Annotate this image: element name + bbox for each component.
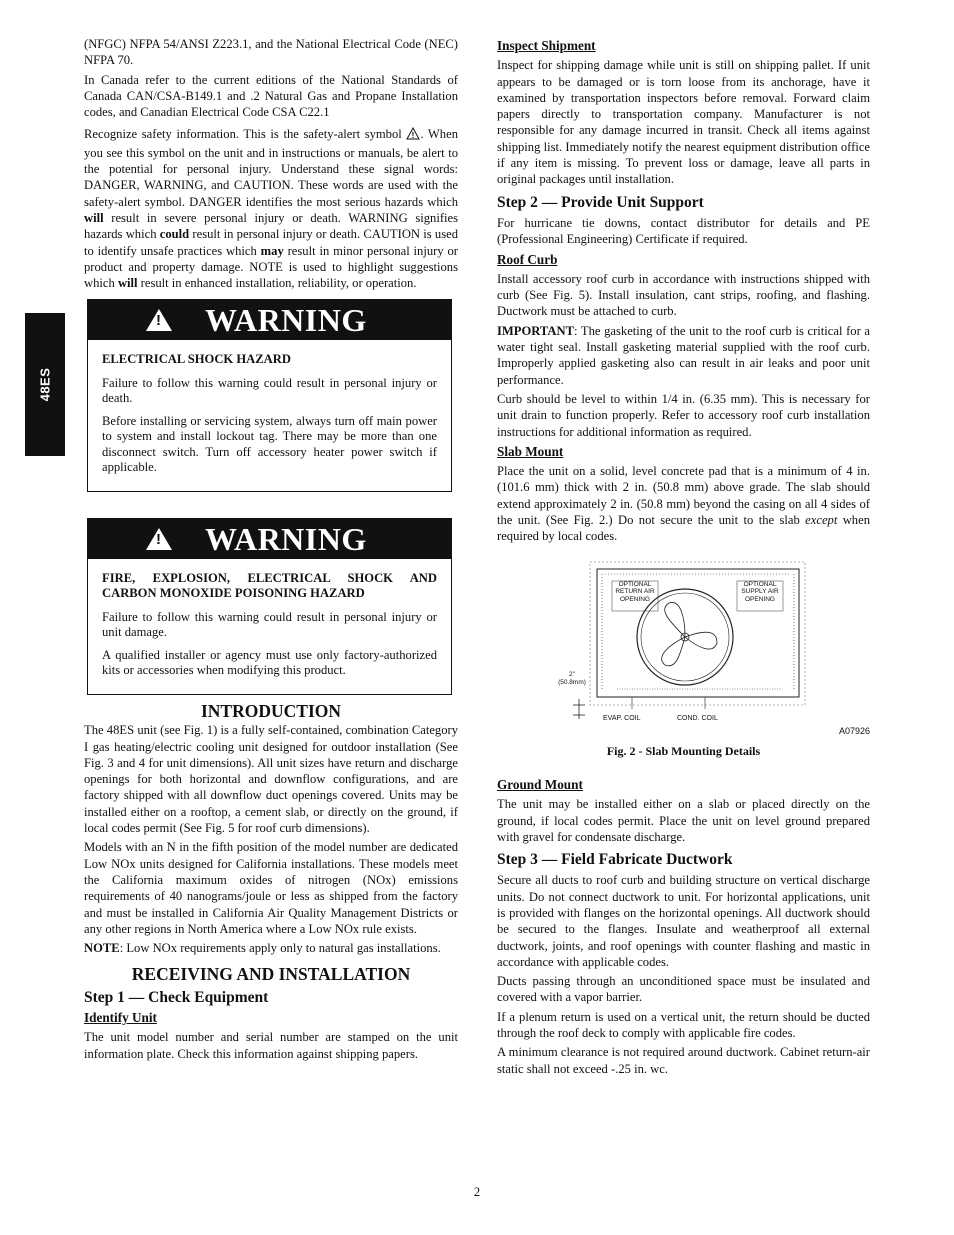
intro-paragraph: The 48ES unit (see Fig. 1) is a fully self-contained, combination Category I gas heating/electric cooling unit designed for outdoor installation (See Fig. 3 and 4 for unit dimensions). All unit sizes have return and discharge openings for both horizontal and downflow configurations, and are factory shipped with all downflow duct openings covered. Units may be installed either on a rooftop, a cement slab, or directly on the ground, if local codes permit (See Fig. 5 for roof curb dimensions). [84,723,458,836]
warning-body [88,559,451,694]
hazard-title: ELECTRICAL SHOCK HAZARD [102,352,291,367]
svg-text:!: ! [412,131,415,141]
step3-paragraph: If a plenum return is used on a vertical unit, the return should be ducted through the roof deck to comply with applicable fire codes. [497,1009,870,1041]
warning-body [88,340,451,491]
dimension-label: 2" (50.8mm) [558,670,586,686]
step3-paragraph: Secure all ducts to roof curb and building structure on vertical discharge units. Do not connect ductwork to unit. For horizontal applications, unit is provided with flanges on the horizontal openings. All ductwork should be secured to the flanges. Insulate and weatherproof all external ductwork, joints, and roof openings with counter flashing and mastic in accordance with applicable codes. [497,873,870,969]
warning-header [88,519,451,559]
paragraph-canada: In Canada refer to the current editions of the National Standards of Canada CAN/CSA-B149.1 and .2 Natural Gas and Propane Installation codes, and Canadian Electrical Code CSA C22.1 [84,72,458,120]
warning-title: WARNING [205,302,367,339]
figure-code: A07926 [838,725,870,736]
receiving-heading: RECEIVING AND INSTALLATION [131,964,411,985]
note-paragraph: NOTE: Low NOx requirements apply only to natural gas installations. [84,941,441,956]
warning-text: Failure to follow this warning could result in personal injury or death. [102,375,437,406]
step2-paragraph: For hurricane tie downs, contact distributor for details and PE (Professional Engineering) Certificate if required. [497,215,870,247]
introduction-heading: INTRODUCTION [200,700,342,721]
step3-paragraph: Ducts passing through an unconditioned space must be insulated and covered with a vapor barrier. [497,974,870,1005]
side-tab-label: 48ES [37,367,53,402]
page-number: 2 [473,1185,481,1199]
step1-heading: Step 1 — Check Equipment [84,988,269,1006]
right-column [497,36,870,1080]
label-return: OPTIONAL RETURN AIR OPENING [615,580,655,603]
slab-mounting-figure [557,559,837,731]
left-column [84,36,458,1065]
warning-title: WARNING [205,520,367,557]
label-cond-coil: COND. COIL [677,714,718,722]
warning-triangle-icon [146,528,172,550]
label-supply: OPTIONAL SUPPLY AIR OPENING [741,580,779,603]
paragraph-codes: (NFGC) NFPA 54/ANSI Z223.1, and the National Electrical Code (NEC) NFPA 70. [84,37,458,68]
roof-curb-paragraph: Curb should be level to within 1/4 in. (6.35 mm). This is necessary for unit drain to function properly. Refer to accessory roof curb installation instructions for additional information as required. [497,391,870,439]
inspect-shipment-heading: Inspect Shipment [497,38,596,53]
roof-curb-heading: Roof Curb [497,251,558,267]
identify-unit-heading: Identify Unit [84,1010,157,1025]
ground-paragraph: The unit may be installed either on a slab or placed directly on the ground, if local codes permit. Place the unit on level ground prepared with gravel for condensate discharge. [497,797,870,844]
warning-header [88,300,451,340]
slab-paragraph: Place the unit on a solid, level concrete pad that is a minimum of 4 in. (101.6 mm) thick with 2 in. (50.8 mm) above grade. The slab should extend approximately 2 in. (50.8 mm) beyond the casing on all 4 sides of the unit. (See Fig. 2.) Do not secure the unit to the slab except when required by local codes. [497,464,870,544]
important-paragraph: IMPORTANT: The gasketing of the unit to the roof curb is critical for a water tight seal. Install gasketing material supplied with the roof curb. Improperly applied gasketing also can result in air leaks and poor unit performance. [497,323,870,387]
warning-text: Failure to follow this warning could result in personal injury or unit damage. [102,609,437,640]
identify-paragraph: The unit model number and serial number are stamped on the unit information plate. Check this information against shipping papers. [84,1030,458,1061]
warning-text: A qualified installer or agency must use only factory-authorized kits or accessories when modifying this product. [102,647,437,678]
paragraph-safety: Recognize safety information. This is the safety-alert symbol ! . When you see this symbol on the unit and in instructions or manuals, be alert to the potential for personal injury. Understand these signal words: DANGER, WARNING, and CAUTION. These words are used with the safety-alert symbol. DANGER identifies the most serious hazards which will result in severe personal injury or death. WARNING signifies hazards which could result in personal injury or death. CAUTION is used to identify unsafe practices which may result in minor personal injury or product and property damage. NOTE is used to highlight suggestions which will result in enhanced installation, reliability, or operation. [84,127,458,291]
inspect-paragraph: Inspect for shipping damage while unit is still on shipping pallet. If unit appears to be damaged or is torn loose from its anchorage, have it examined by transportation inspectors before removal. Forward claim papers directly to transportation company. Manufacturer is not responsible for any damage incurred in transit. Check all items against shipping list. Immediately notify the nearest equipment distribution office if any item is missing. To prevent loss or damage, leave all parts in original packages until installation. [497,58,870,187]
intro-paragraph: Models with an N in the fifth position of the model number are dedicated Low NOx units designed for California installations. These models meet the California maximum oxides of nitrogen (NOx) emissions requirements of 40 nanograms/joule or less as shipped from the factory and must be installed in California Air Quality Management Districts or any other regions in North America where a Low NOx rule exists. [84,840,458,936]
warning-text: Before installing or servicing system, always turn off main power to system and install lockout tag. There may be more than one disconnect switch. Turn off accessory heater power switch if applicable. [102,413,437,475]
step3-heading: Step 3 — Field Fabricate Ductwork [497,851,733,869]
roof-curb-paragraph: Install accessory roof curb in accordance with instructions shipped with curb (See Fig. 5). Install insulation, cant strips, roofing, and flashing. Ductwork must be attached to curb. [497,271,870,319]
label-evap-coil: EVAP. COIL [603,714,641,722]
slab-diagram [557,559,837,731]
warning-box-electrical [87,299,452,492]
hazard-title: FIRE, EXPLOSION, ELECTRICAL SHOCK AND CARBON MONOXIDE POISONING HAZARD [102,570,437,601]
step3-paragraph: A minimum clearance is not required around ductwork. Cabinet return-air static shall not exceed -.25 in. wc. [497,1045,870,1076]
warning-triangle-icon [146,309,172,331]
ground-mount-heading: Ground Mount [497,776,583,792]
slab-mount-heading: Slab Mount [497,443,564,459]
side-tab [25,313,65,456]
safety-alert-icon [406,127,420,144]
warning-box-fire [87,518,452,695]
figure-caption: Fig. 2 - Slab Mounting Details [606,743,761,758]
step2-heading: Step 2 — Provide Unit Support [497,193,704,211]
